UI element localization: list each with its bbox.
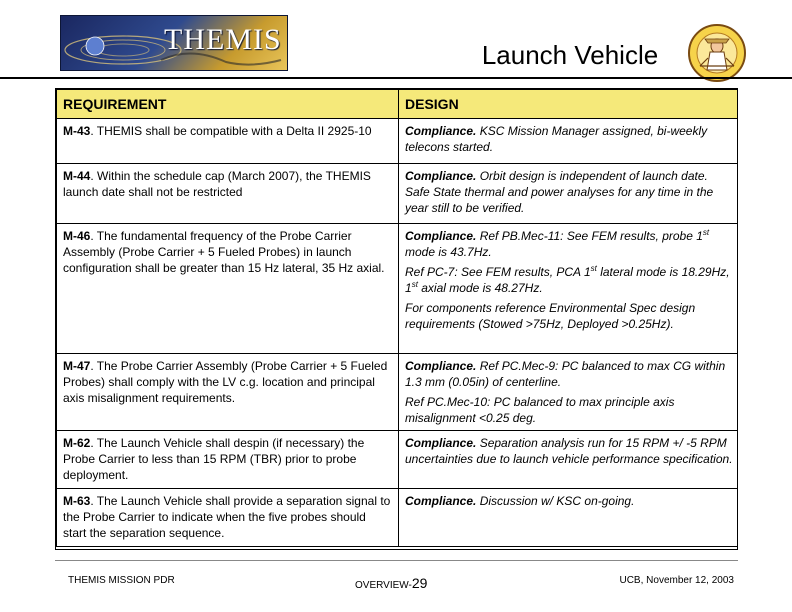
- table-row: [57, 164, 739, 224]
- requirement-id: M-62: [63, 436, 91, 450]
- requirement-cell: [57, 431, 399, 489]
- design-text: Ref PC-7: See FEM results, PCA 1: [405, 265, 591, 279]
- superscript: st: [702, 228, 710, 237]
- footer-rule: [55, 560, 738, 561]
- compliance-label: Compliance.: [405, 229, 477, 243]
- design-cell: [399, 164, 739, 224]
- requirement-id: M-43: [63, 124, 91, 138]
- design-text: lateral mode is 18.29Hz, 1: [405, 265, 730, 295]
- requirement-id: M-63: [63, 494, 91, 508]
- design-text: mode is 43.7Hz.: [405, 245, 492, 259]
- design-text: Discussion w/ KSC on-going.: [476, 494, 635, 508]
- compliance-label: Compliance.: [405, 436, 477, 450]
- design-text: axial mode is 48.27Hz.: [417, 281, 543, 295]
- table-header-row: [57, 90, 739, 119]
- compliance-label: Compliance.: [405, 169, 477, 183]
- footer-mission-label: THEMIS MISSION PDR: [68, 575, 175, 586]
- requirement-id: M-46: [63, 229, 91, 243]
- requirement-id: M-44: [63, 169, 91, 183]
- design-text: Orbit design is independent of launch date. Safe State thermal and power analyses for any time in the year still to be verified.: [405, 169, 714, 215]
- title-rule: [0, 77, 792, 79]
- footer-section: OVERVIEW-: [355, 580, 412, 591]
- requirement-cell: [57, 354, 399, 431]
- design-text: For components reference Environmental Spec design requirements (Stowed >75Hz, Deployed >0.25Hz).: [405, 301, 696, 331]
- themis-mascot-logo: [686, 22, 748, 84]
- requirement-cell: [57, 489, 399, 547]
- requirement-text: . The Launch Vehicle shall despin (if necessary) the Probe Carrier to less than 15 RPM (TBR) prior to probe deployment.: [63, 436, 365, 482]
- requirement-cell: [57, 164, 399, 224]
- design-text: Ref PB.Mec-11: See FEM results, probe 1: [476, 229, 703, 243]
- logo-wordmark: THEMIS: [164, 23, 282, 56]
- table-row: [57, 224, 739, 354]
- table-row: [57, 489, 739, 547]
- footer-page-label: [355, 575, 427, 591]
- page-number: 29: [411, 575, 428, 591]
- superscript: st: [590, 264, 597, 273]
- compliance-label: Compliance.: [405, 359, 477, 373]
- compliance-label: Compliance.: [405, 494, 477, 508]
- design-cell: [399, 489, 739, 547]
- requirement-cell: [57, 119, 399, 164]
- design-cell: [399, 431, 739, 489]
- requirement-text: . THEMIS shall be compatible with a Delta II 2925-10: [90, 124, 372, 138]
- design-cell: [399, 119, 739, 164]
- themis-logo: [60, 15, 288, 71]
- requirement-cell: [57, 224, 399, 354]
- requirements-table: [55, 88, 738, 550]
- design-text: Ref PC.Mec-10: PC balanced to max principle axis misalignment <0.25 deg.: [405, 395, 675, 425]
- table-row: [57, 354, 739, 431]
- design-text: KSC Mission Manager assigned, bi-weekly telecons started.: [405, 124, 708, 154]
- mascot-graphic: [686, 22, 748, 84]
- design-text: Separation analysis run for 15 RPM +/ -5 RPM uncertainties due to launch vehicle performance specification.: [405, 436, 733, 466]
- column-header-requirement: REQUIREMENT: [57, 90, 399, 119]
- table-row: [57, 431, 739, 489]
- column-header-design: DESIGN: [399, 90, 739, 119]
- requirement-text: . Within the schedule cap (March 2007), the THEMIS launch date shall not be restricted: [63, 169, 371, 199]
- slide-title: Launch Vehicle: [481, 40, 659, 70]
- design-text: Ref PC.Mec-9: PC balanced to max CG within 1.3 mm (0.05in) of centerline.: [405, 359, 726, 389]
- requirement-id: M-47: [63, 359, 91, 373]
- superscript: st: [411, 280, 418, 289]
- requirement-text: . The Probe Carrier Assembly (Probe Carrier + 5 Fueled Probes) shall comply with the LV c.g. location and principal axis misalignment requirements.: [63, 359, 388, 405]
- design-cell: [399, 224, 739, 354]
- design-cell: [399, 354, 739, 431]
- footer-date: UCB, November 12, 2003: [619, 575, 734, 586]
- requirement-text: . The fundamental frequency of the Probe Carrier Assembly (Probe Carrier + 5 Fueled Probes) in launch configuration shall be greater than 15 Hz lateral, 35 Hz axial.: [63, 229, 385, 275]
- requirement-text: . The Launch Vehicle shall provide a separation signal to the Probe Carrier to indicate when the five probes should start the separation sequence.: [63, 494, 391, 540]
- compliance-label: Compliance.: [405, 124, 477, 138]
- table-row: [57, 119, 739, 164]
